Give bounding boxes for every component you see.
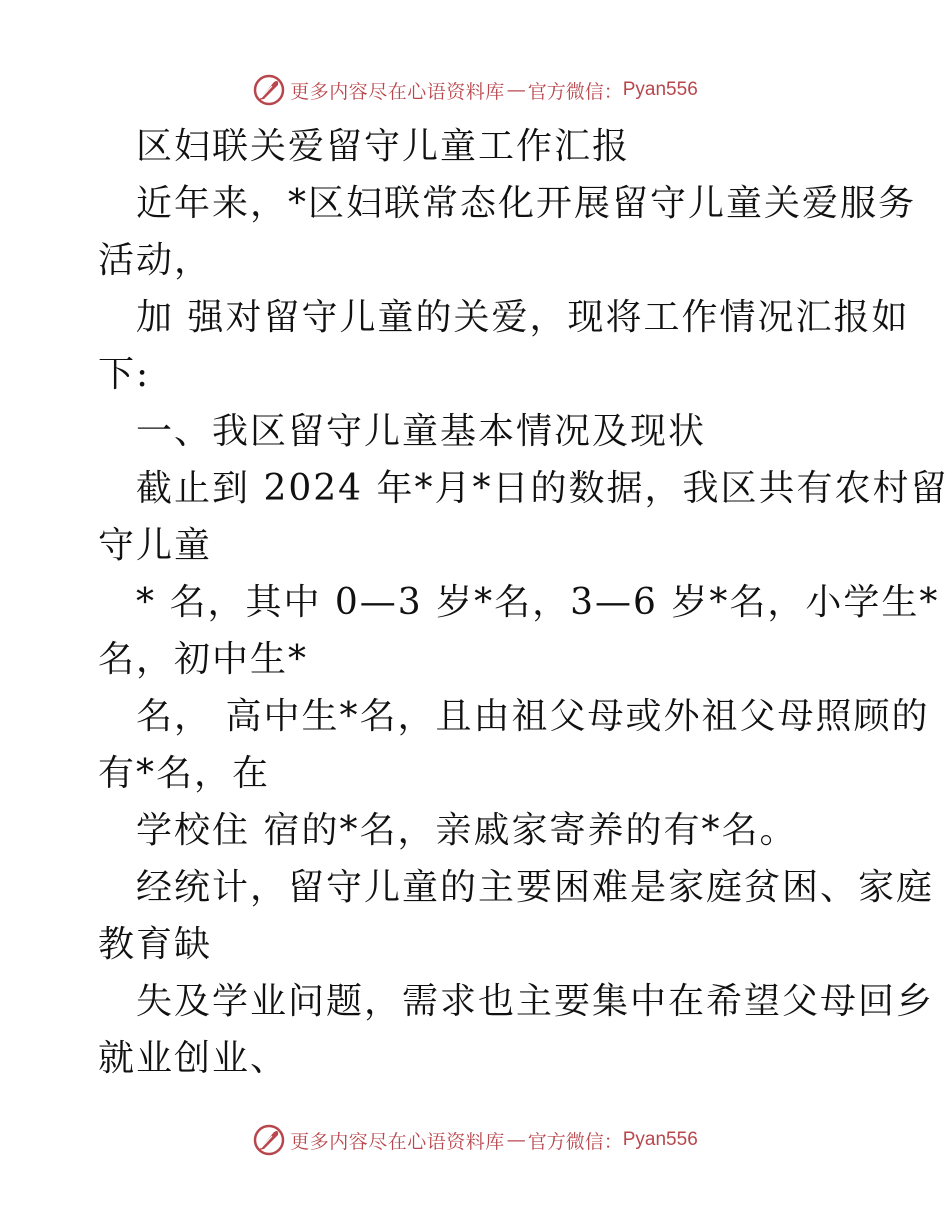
section-heading: 一、我区留守儿童基本情况及现状 xyxy=(136,411,707,452)
document-line: 教育缺 xyxy=(98,924,213,965)
document-line: 学校住 宿的*名，亲戚家寄养的有*名。 xyxy=(136,810,798,851)
banner-text: 更多内容尽在心语资料库 xyxy=(290,80,505,103)
document-line: 就业创业、 xyxy=(98,1038,289,1079)
banner-wechat-id: Pyan556 xyxy=(622,79,698,100)
document-title: 区妇联关爱留守儿童工作汇报 xyxy=(136,126,631,167)
document-line: 名， 高中生*名，且由祖父母或外祖父母照顾的 xyxy=(136,696,930,737)
document-line: 下: xyxy=(98,354,151,395)
document-line: 守儿童 xyxy=(98,525,213,566)
header-watermark-banner xyxy=(0,70,950,110)
document-line: 失及学业问题，需求也主要集中在希望父母回乡 xyxy=(136,981,935,1022)
document-body xyxy=(98,118,949,1087)
document-line: 名，初中生* xyxy=(98,639,309,680)
banner-wechat-label: 官方微信： xyxy=(527,1130,623,1153)
document-line: * 名，其中 0—3 岁*名，3—6 岁*名，小学生* xyxy=(136,582,940,623)
banner-separator: — xyxy=(506,79,526,101)
document-line: 经统计，留守儿童的主要困难是家庭贫困、家庭 xyxy=(136,867,935,908)
document-line: 活动， xyxy=(98,240,213,281)
document-line: 加 强对留守儿童的关爱，现将工作情况汇报如 xyxy=(136,297,910,338)
feather-pen-logo-icon xyxy=(252,1123,286,1157)
banner-wechat-label: 官方微信： xyxy=(527,80,623,103)
document-line: 截止到 2024 年*月*日的数据，我区共有农村留 xyxy=(136,468,949,509)
document-line: 近年来，*区妇联常态化开展留守儿童关爱服务 xyxy=(136,183,917,224)
banner-text: 更多内容尽在心语资料库 xyxy=(290,1130,505,1153)
feather-pen-logo-icon xyxy=(252,73,286,107)
banner-separator: — xyxy=(506,1129,526,1151)
document-line: 有*名，在 xyxy=(98,753,271,794)
footer-watermark-banner xyxy=(0,1120,950,1160)
banner-wechat-id: Pyan556 xyxy=(622,1129,698,1150)
